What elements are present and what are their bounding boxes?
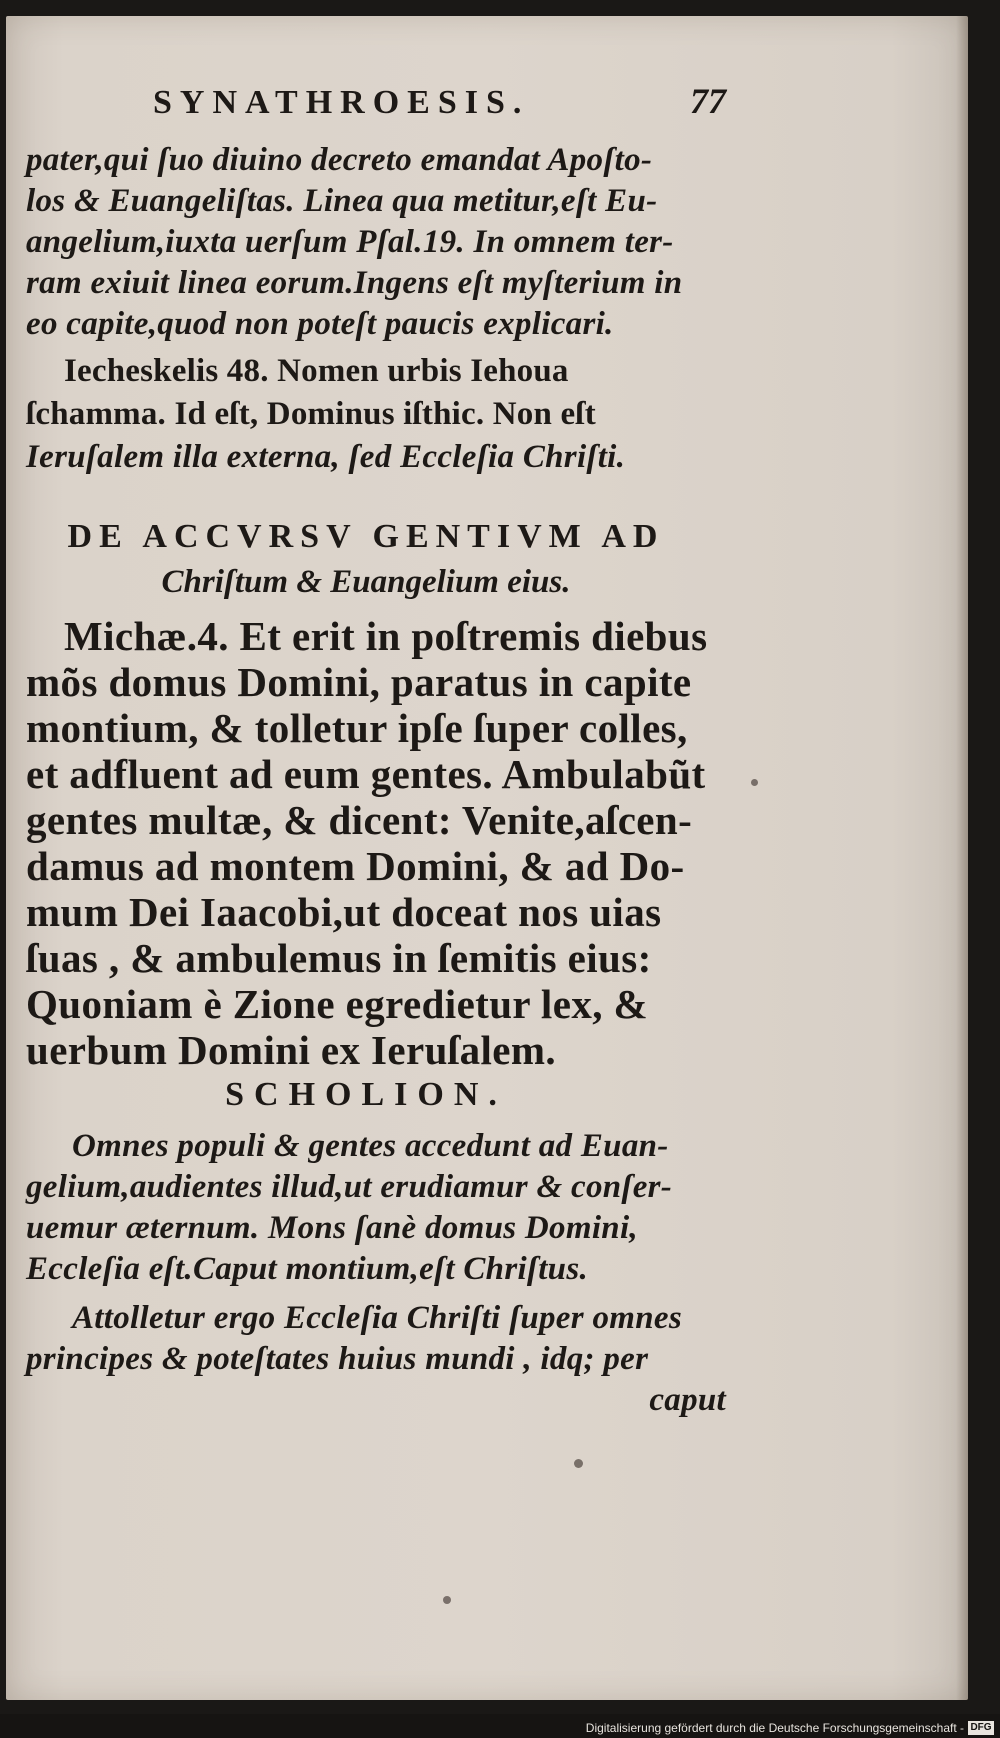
paragraph-3-scripture: [26, 613, 726, 1076]
text-line: mõs domus Domini, paratus in capite: [26, 659, 692, 705]
dfg-logo: DFG: [968, 1721, 994, 1735]
text-line: damus ad montem Domini, & ad Do-: [26, 843, 685, 889]
text-line: mum Dei Iaacobi,ut doceat nos uias: [26, 889, 662, 935]
section-gap: [26, 482, 726, 520]
text-line: gentes multæ, & dicent: Venite,aſcen-: [26, 797, 693, 843]
text-line: Omnes populi & gentes accedunt ad Euan-: [72, 1128, 669, 1164]
book-page: [6, 16, 968, 1700]
text-line: Ieruſalem illa externa, ſed Eccleſia Chriſti.: [26, 439, 626, 475]
funding-credit: Digitalisierung gefördert durch die Deutsche Forschungsgemeinschaft -: [585, 1721, 964, 1735]
ink-spot: [574, 1459, 583, 1468]
paragraph-5: [26, 1302, 726, 1384]
running-title: SYNATHROESIS.: [153, 84, 530, 121]
paragraph-2: [26, 355, 726, 482]
section-heading: DE ACCVRSV GENTIVM AD: [67, 518, 665, 555]
page-text: [26, 80, 726, 1425]
text-line: eo capite,quod non poteſt paucis explicari.: [26, 306, 614, 342]
footer-bar: [0, 1714, 1000, 1738]
text-line: uerbum Domini ex Ieruſalem.: [26, 1027, 557, 1073]
text-line: angelium,iuxta uerſum Pſal.19. In omnem ter-: [26, 224, 674, 260]
page-number: 77: [690, 81, 726, 121]
text-line: et adfluent ad eum gentes. Ambulabũt: [26, 751, 706, 797]
text-line: ſchamma. Id eſt, Dominus iſthic. Non eſt: [26, 396, 596, 432]
ink-spot: [751, 779, 758, 786]
text-line: Eccleſia eſt.Caput montium,eſt Chriſtus.: [26, 1251, 589, 1287]
page-edge-shadow: [956, 16, 968, 1700]
catchword: caput: [649, 1382, 726, 1418]
text-line: principes & poteſtates huius mundi , idq; per: [26, 1341, 649, 1377]
section-subheading: Chriſtum & Euangelium eius.: [161, 564, 571, 600]
text-line: montium, & tolletur ipſe ſuper colles,: [26, 705, 688, 751]
scholion-heading: SCHOLION.: [225, 1076, 507, 1113]
text-line: Iecheskelis 48. Nomen urbis Iehoua: [64, 353, 569, 389]
text-line: gelium,audientes illud,ut erudiamur & conſer-: [26, 1169, 673, 1205]
text-line: ſuas , & ambulemus in ſemitis eius:: [26, 935, 652, 981]
text-line: los & Euangeliſtas. Linea qua metitur,eſt Eu-: [26, 183, 658, 219]
running-head: [26, 80, 726, 144]
paragraph-1: [26, 144, 726, 349]
text-line: uemur æternum. Mons ſanè domus Domini,: [26, 1210, 638, 1246]
paragraph-4: [26, 1130, 726, 1294]
text-line: Attolletur ergo Eccleſia Chriſti ſuper omnes: [72, 1300, 682, 1336]
text-line: Quoniam è Zione egredietur lex, &: [26, 981, 649, 1027]
text-line: Michæ.4. Et erit in poſtremis diebus: [64, 613, 708, 659]
text-line: pater,qui ſuo diuino decreto emandat Apoſto-: [26, 142, 653, 178]
ink-spot: [443, 1596, 451, 1604]
text-line: ram exiuit linea eorum.Ingens eſt myſterium in: [26, 265, 683, 301]
